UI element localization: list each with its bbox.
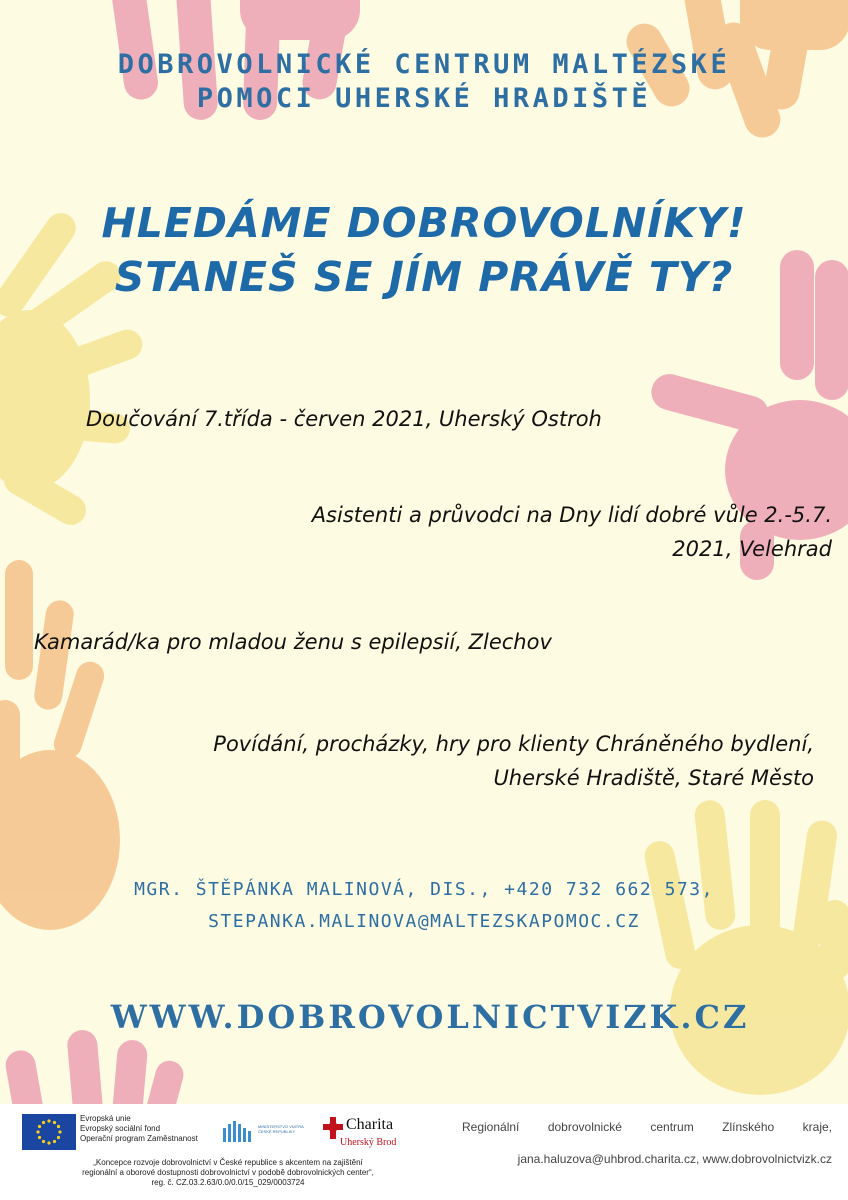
- eu-line: Operační program Zaměstnanost: [80, 1134, 198, 1143]
- website-link[interactable]: WWW.DOBROVOLNICTVIZK.CZ: [110, 998, 750, 1036]
- opportunity-text: Kamarád/ka pro mladou ženu s epilepsií, Zlechov: [34, 630, 552, 654]
- org-title-line-2: POMOCI UHERSKÉ HRADIŠTĚ: [196, 83, 652, 114]
- opportunity-item: [34, 625, 552, 659]
- opportunity-item: [132, 498, 832, 566]
- opportunity-item: [54, 727, 814, 795]
- opportunity-text: 2021, Velehrad: [672, 537, 832, 561]
- headline-line-1: HLEDÁME DOBROVOLNÍKY!: [101, 199, 747, 247]
- headline-line-2: STANEŠ SE JÍM PRÁVĚ TY?: [114, 253, 734, 301]
- eu-flag-icon: [22, 1114, 76, 1150]
- ministry-line: MINISTERSTVO VNITRA: [258, 1124, 304, 1129]
- org-title-line-1: DOBROVOLNICKÉ CENTRUM MALTÉZSKÉ: [117, 49, 731, 80]
- opportunity-item: [86, 402, 602, 436]
- contact-email[interactable]: STEPANKA.MALINOVA@MALTEZSKAPOMOC.CZ: [208, 911, 640, 932]
- headline: [0, 196, 848, 304]
- project-note-line: „Koncepce rozvoje dobrovolnictví v České republice s akcentem na zajištění: [93, 1158, 363, 1167]
- eu-program-text: [80, 1114, 198, 1144]
- opportunity-text: Doučování 7.třída - červen 2021, Uherský Ostroh: [86, 407, 602, 431]
- project-note-line: reg. č. CZ.03.2.63/0.0/0.0/15_029/0003724: [151, 1178, 305, 1187]
- regional-center-text: Regionální dobrovolnické centrum Zlínského kraje,: [462, 1120, 832, 1134]
- opportunity-text: Uherské Hradiště, Staré Město: [493, 766, 814, 790]
- opportunity-text: Povídání, procházky, hry pro klienty Chráněného bydlení,: [213, 732, 814, 756]
- project-note-line: regionální a oborové dostupnosti dobrovolnictví v podobě dobrovolnických center“,: [82, 1168, 374, 1177]
- ministry-line: ČESKÉ REPUBLIKY: [258, 1129, 296, 1134]
- opportunity-text: Asistenti a průvodci na Dny lidí dobré vůle 2.-5.7.: [311, 503, 832, 527]
- eu-line: Evropský sociální fond: [80, 1124, 161, 1133]
- contact-info: [0, 874, 848, 938]
- eu-line: Evropská unie: [80, 1114, 131, 1123]
- regional-contact-text[interactable]: jana.haluzova@uhbrod.charita.cz, www.dobrovolnictvizk.cz: [517, 1152, 832, 1166]
- charita-name: Charita: [346, 1116, 394, 1133]
- ministry-text: [258, 1124, 308, 1134]
- footer: [0, 1104, 848, 1200]
- charita-branch: Uherský Brod: [340, 1137, 397, 1148]
- organization-title: [0, 48, 848, 116]
- contact-name-phone: MGR. ŠTĚPÁNKA MALINOVÁ, DIS., +420 732 662 573,: [134, 879, 714, 900]
- project-note: [0, 1158, 456, 1188]
- ministry-logo-icon: [222, 1118, 256, 1144]
